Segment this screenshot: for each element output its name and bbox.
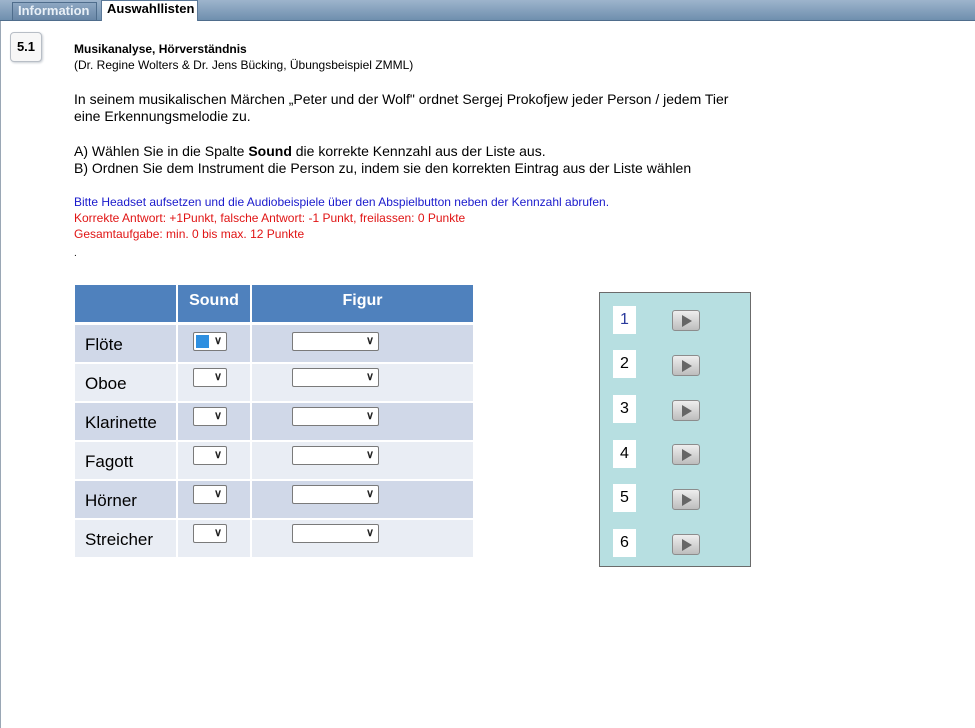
chevron-down-icon: ∨ bbox=[213, 335, 222, 347]
stray-dot: . bbox=[74, 248, 77, 259]
table-row bbox=[75, 403, 473, 440]
task-a-bold: Sound bbox=[248, 143, 292, 159]
figur-select-hoerner[interactable] bbox=[292, 485, 379, 504]
audio-number-1: 1 bbox=[613, 306, 636, 334]
play-button-3[interactable] bbox=[672, 400, 700, 421]
figur-select-streicher[interactable] bbox=[292, 524, 379, 543]
tab-auswahllisten[interactable]: Auswahllisten bbox=[101, 0, 198, 21]
sound-select-fagott[interactable] bbox=[193, 446, 227, 465]
play-icon bbox=[682, 494, 692, 506]
audio-number-6: 6 bbox=[613, 529, 636, 557]
header-sound: Sound bbox=[178, 285, 250, 322]
instrument-label: Streicher bbox=[75, 520, 176, 557]
play-button-1[interactable] bbox=[672, 310, 700, 331]
table-row bbox=[75, 364, 473, 401]
sound-cell bbox=[178, 403, 250, 440]
audio-number-5: 5 bbox=[613, 484, 636, 512]
table-row bbox=[75, 481, 473, 518]
sound-cell bbox=[178, 481, 250, 518]
chevron-down-icon: ∨ bbox=[365, 335, 374, 347]
figur-select-fagott[interactable] bbox=[292, 446, 379, 465]
sound-cell bbox=[178, 442, 250, 479]
figur-cell bbox=[252, 403, 473, 440]
figur-cell bbox=[252, 481, 473, 518]
instrument-label: Fagott bbox=[75, 442, 176, 479]
task-text bbox=[74, 143, 691, 177]
header-figur: Figur bbox=[252, 285, 473, 322]
play-button-5[interactable] bbox=[672, 489, 700, 510]
scoring-rule: Korrekte Antwort: +1Punkt, falsche Antwort: -1 Punkt, freilassen: 0 Punkte bbox=[74, 211, 466, 225]
figur-select-oboe[interactable] bbox=[292, 368, 379, 387]
assignment-table bbox=[75, 285, 473, 559]
task-b: B) Ordnen Sie dem Instrument die Person zu, indem sie den korrekten Eintrag aus der Liste wählen bbox=[74, 160, 692, 176]
chevron-down-icon: ∨ bbox=[365, 410, 374, 422]
task-a-pre: A) Wählen Sie in die Spalte bbox=[74, 143, 249, 159]
play-icon bbox=[682, 360, 692, 372]
audio-panel bbox=[599, 292, 751, 567]
table-row bbox=[75, 442, 473, 479]
instrument-label: Klarinette bbox=[75, 403, 176, 440]
audio-number-3: 3 bbox=[613, 395, 636, 423]
play-button-4[interactable] bbox=[672, 444, 700, 465]
selection-highlight bbox=[196, 335, 209, 348]
audio-number-2: 2 bbox=[613, 350, 636, 378]
task-a bbox=[74, 143, 691, 160]
chevron-down-icon: ∨ bbox=[213, 410, 222, 422]
tab-information[interactable]: Information bbox=[12, 2, 97, 20]
sound-select-streicher[interactable] bbox=[193, 524, 227, 543]
figur-cell bbox=[252, 520, 473, 557]
figur-select-klarinette[interactable] bbox=[292, 407, 379, 426]
intro-text bbox=[74, 91, 728, 125]
play-icon bbox=[682, 539, 692, 551]
total-score-range: Gesamtaufgabe: min. 0 bis max. 12 Punkte bbox=[74, 227, 305, 241]
chevron-down-icon: ∨ bbox=[213, 449, 222, 461]
figur-select-floete[interactable] bbox=[292, 332, 379, 351]
chevron-down-icon: ∨ bbox=[365, 449, 374, 461]
sound-select-floete[interactable] bbox=[193, 332, 227, 351]
instrument-label: Oboe bbox=[75, 364, 176, 401]
intro-line-1: In seinem musikalischen Märchen „Peter und der Wolf" ordnet Sergej Prokofjew jeder Person / jedem Tier bbox=[74, 91, 729, 107]
task-a-post: die korrekte Kennzahl aus der Liste aus. bbox=[291, 143, 546, 159]
headset-hint: Bitte Headset aufsetzen und die Audiobeispiele über den Abspielbutton neben der Kennzahl abrufen. bbox=[74, 195, 610, 209]
chevron-down-icon: ∨ bbox=[365, 527, 374, 539]
instrument-label: Flöte bbox=[75, 325, 176, 362]
play-button-2[interactable] bbox=[672, 355, 700, 376]
play-button-6[interactable] bbox=[672, 534, 700, 555]
chevron-down-icon: ∨ bbox=[213, 371, 222, 383]
play-icon bbox=[682, 315, 692, 327]
sound-cell bbox=[178, 325, 250, 362]
figur-cell bbox=[252, 325, 473, 362]
figur-cell bbox=[252, 442, 473, 479]
instrument-label: Hörner bbox=[75, 481, 176, 518]
left-border bbox=[0, 21, 1, 728]
question-number-badge: 5.1 bbox=[10, 32, 42, 62]
sound-cell bbox=[178, 364, 250, 401]
intro-line-2: eine Erkennungsmelodie zu. bbox=[74, 108, 251, 124]
chevron-down-icon: ∨ bbox=[365, 371, 374, 383]
chevron-down-icon: ∨ bbox=[365, 488, 374, 500]
question-authors: (Dr. Regine Wolters & Dr. Jens Bücking, Übungsbeispiel ZMML) bbox=[74, 58, 414, 72]
audio-number-4: 4 bbox=[613, 440, 636, 468]
chevron-down-icon: ∨ bbox=[213, 527, 222, 539]
figur-cell bbox=[252, 364, 473, 401]
sound-select-klarinette[interactable] bbox=[193, 407, 227, 426]
table-row bbox=[75, 325, 473, 362]
play-icon bbox=[682, 405, 692, 417]
tab-bar bbox=[0, 0, 975, 21]
table-row bbox=[75, 520, 473, 557]
play-icon bbox=[682, 449, 692, 461]
sound-cell bbox=[178, 520, 250, 557]
header-instrument bbox=[75, 285, 176, 322]
sound-select-oboe[interactable] bbox=[193, 368, 227, 387]
question-title: Musikanalyse, Hörverständnis bbox=[74, 42, 247, 56]
sound-select-hoerner[interactable] bbox=[193, 485, 227, 504]
chevron-down-icon: ∨ bbox=[213, 488, 222, 500]
